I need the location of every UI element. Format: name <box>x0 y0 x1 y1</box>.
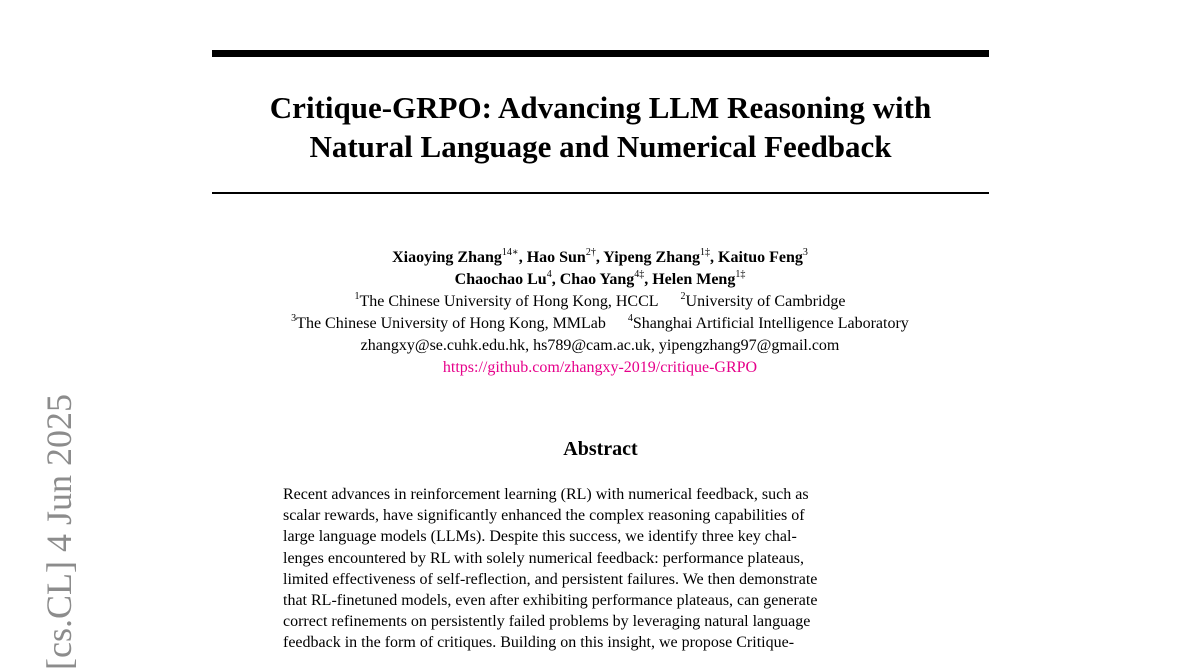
author-name: Chao Yang <box>559 271 635 288</box>
abstract-line: lenges encountered by RL with solely numerical feedback: performance plateaus, <box>283 549 804 567</box>
repo-link-line <box>150 357 1050 379</box>
abstract-line: large language models (LLMs). Despite this success, we identify three key chal- <box>283 528 797 546</box>
author-marks: 4 <box>546 268 552 280</box>
author-line-2 <box>150 269 1050 291</box>
author-name: Hao Sun <box>526 249 586 266</box>
author-name: Helen Meng <box>652 271 736 288</box>
paper-title <box>212 88 989 166</box>
author-name: Kaituo Feng <box>718 249 803 266</box>
arxiv-stamp-text: [cs.CL] 4 Jun 2025 <box>39 394 79 670</box>
affiliation-line-2 <box>150 313 1050 335</box>
repo-link[interactable]: https://github.com/zhangxy-2019/critique-GRPO <box>442 359 758 376</box>
author-marks: 2† <box>585 246 596 258</box>
title-top-rule <box>212 50 989 57</box>
author-marks: 1‡ <box>735 268 746 280</box>
author-emails: zhangxy@se.cuhk.edu.hk, hs789@cam.ac.uk, yipengzhang97@gmail.com <box>360 337 840 354</box>
affiliation-text: The Chinese University of Hong Kong, HCCL <box>359 293 659 310</box>
arxiv-side-stamp <box>28 340 78 670</box>
affiliation-number: 1 <box>354 290 360 302</box>
affiliation-text: University of Cambridge <box>685 293 846 310</box>
affiliation-text: Shanghai Artificial Intelligence Laboratory <box>632 315 909 332</box>
author-block <box>150 247 1050 379</box>
author-marks: 4‡ <box>634 268 645 280</box>
abstract-line: feedback in the form of critiques. Building on this insight, we propose Critique- <box>283 634 795 652</box>
affiliation-number: 4 <box>627 312 633 324</box>
abstract-body <box>283 484 919 654</box>
author-name: Yipeng Zhang <box>603 249 701 266</box>
title-line-1: Critique-GRPO: Advancing LLM Reasoning with <box>269 90 932 125</box>
abstract-line: Recent advances in reinforcement learning (RL) with numerical feedback, such as <box>283 486 809 503</box>
abstract-line: correct refinements on persistently failed problems by leveraging natural language <box>283 613 811 631</box>
abstract-line: limited effectiveness of self-reflection, and persistent failures. We then demonstrate <box>283 570 818 588</box>
abstract-line: scalar rewards, have significantly enhanced the complex reasoning capabilities of <box>283 507 805 525</box>
author-sep: , <box>710 249 719 266</box>
author-line-1 <box>150 247 1050 269</box>
author-sep: , <box>595 249 604 266</box>
author-marks: 1‡ <box>700 246 711 258</box>
affiliation-text: The Chinese University of Hong Kong, MMLab <box>296 315 606 332</box>
author-name: Chaochao Lu <box>454 271 547 288</box>
author-name: Xiaoying Zhang <box>392 249 502 266</box>
author-marks: 3 <box>802 246 808 258</box>
abstract-heading: Abstract <box>563 438 638 460</box>
author-marks: 14∗ <box>501 246 519 258</box>
title-line-2: Natural Language and Numerical Feedback <box>309 129 892 164</box>
affiliation-number: 3 <box>291 312 297 324</box>
title-bottom-rule <box>212 192 989 194</box>
abstract-line: that RL-finetuned models, even after exhibiting performance plateaus, can generate <box>283 592 818 610</box>
author-sep: , <box>518 249 527 266</box>
affiliation-number: 2 <box>680 290 686 302</box>
affiliation-line-1 <box>150 291 1050 313</box>
author-sep: , <box>551 271 560 288</box>
author-sep: , <box>644 271 653 288</box>
